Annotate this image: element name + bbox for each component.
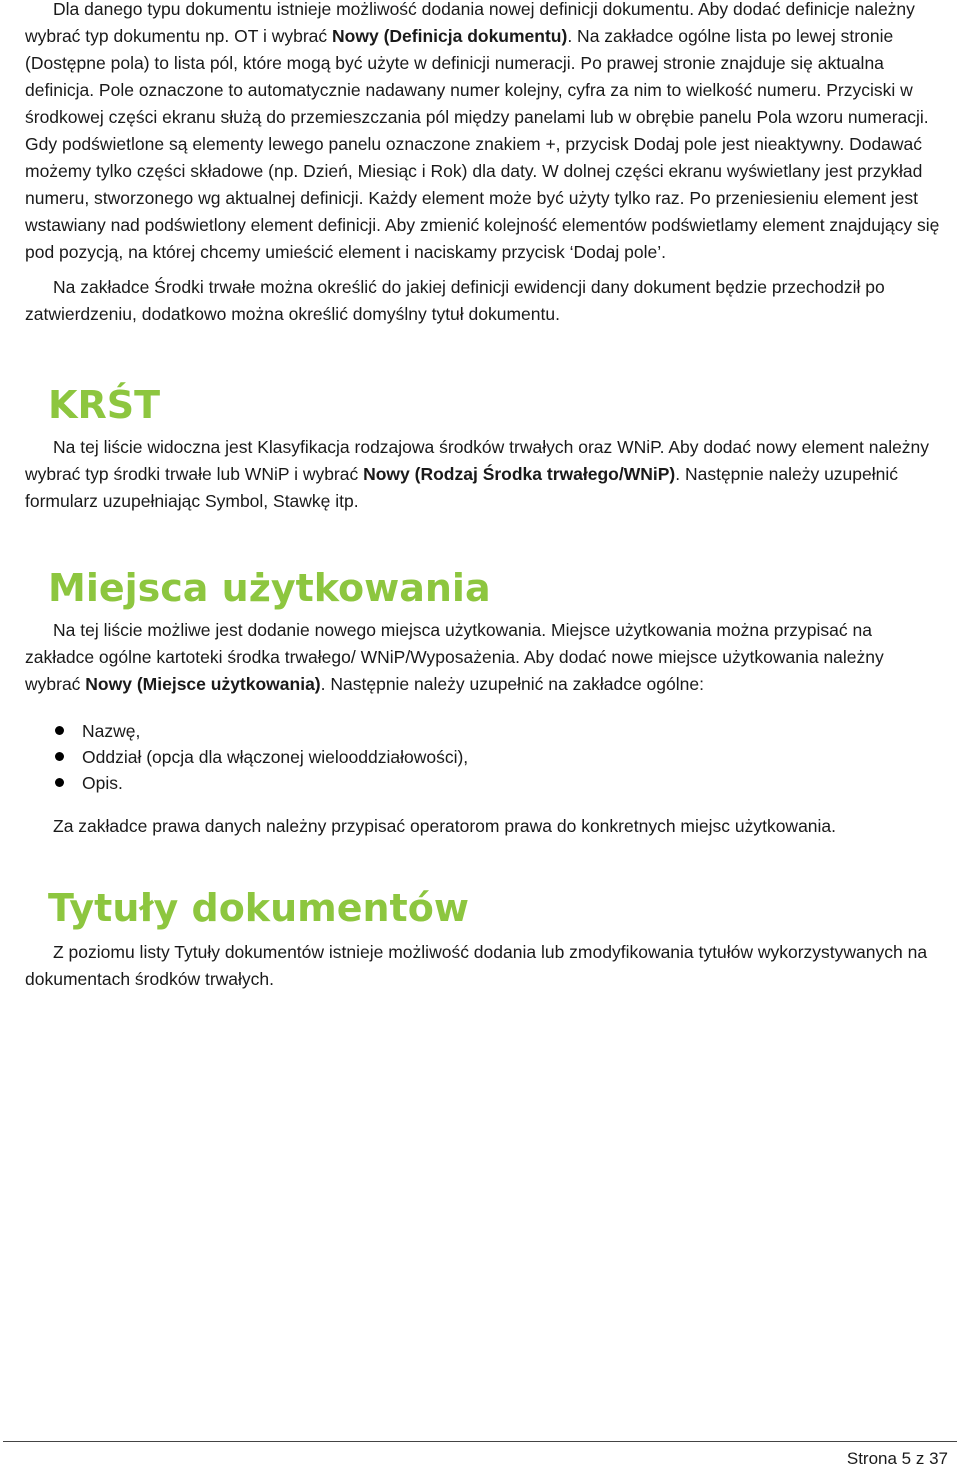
krst-bold-menu: Nowy (Rodzaj Środka trwałego/WNiP)	[363, 464, 676, 484]
section-heading-krst: KRŚT	[48, 383, 160, 427]
krst-text-b: . Następnie należy uzupełnić formularz uzupełniając Symbol, Stawkę itp.	[25, 464, 899, 511]
intro-text-a: Dla danego typu dokumentu istnieje możliwość dodania nowej definicji dokumentu. Aby dodać definicje należny wybrać typ dokumentu np. OT i wybrać	[25, 0, 915, 46]
intro-text-b: . Na zakładce ogólne lista po lewej stronie (Dostępne pola) to lista pól, które mogą być użyte w definicji numeracji. Po prawej stronie znajduje się aktualna definicja. Pole oznaczone to automatycznie nadawany numer kolejny, cyfra za nim to wielkość numeru. Przyciski w środkowej części ekranu służą do przemieszczania pól między panelami lub w obrębie panelu Pola wzoru numeracji. Gdy podświetlone są elementy lewego panelu oznaczone znakiem +, przycisk Dodaj pole jest nieaktywny. Dodawać możemy tylko części składowe (np. Dzień, Miesiąc i Rok) dla daty. W dolnej części ekranu wyświetlany jest przykład numeru, stworzonego wg aktualnej definicji. Każdy element może być użyty tylko raz. Po przeniesieniu element jest wstawiany nad podświetlony element definicji. Aby zmienić kolejność elementów podświetlamy element znajdujący się pod pozycją, na której chcemy umieścić element i naciskamy przycisk ‘Dodaj pole’.	[25, 26, 940, 262]
intro-paragraph	[25, 0, 943, 266]
intro-bold-menu: Nowy (Definicja dokumentu)	[332, 26, 568, 46]
miejsca-rights-paragraph: Za zakładce prawa danych należny przypisać operatorom prawa do konkretnych miejsc użytkowania.	[53, 816, 837, 836]
miejsca-text-b: . Następnie należy uzupełnić na zakładce ogólne:	[320, 674, 704, 694]
footer-divider	[3, 1441, 957, 1442]
miejsca-paragraph	[25, 617, 943, 698]
tytuly-paragraph: Z poziomu listy Tytuły dokumentów istnieje możliwość dodania lub zmodyfikowania tytułów wykorzystywanych na dokumentach środków trwałych.	[25, 942, 928, 989]
list-item: Nazwę,	[82, 718, 943, 744]
krst-paragraph	[25, 434, 943, 515]
page-number: Strona 5 z 37	[846, 1449, 948, 1468]
list-item: Oddział (opcja dla włączonej wielooddziałowości),	[82, 744, 943, 770]
miejsca-text-a: Na tej liście możliwe jest dodanie nowego miejsca użytkowania. Miejsce użytkowania można przypisać na zakładce ogólne kartoteki środka trwałego/ WNiP/Wyposażenia. Aby dodać nowe miejsce użytkowania należny wybrać	[25, 620, 884, 694]
section-heading-miejsca: Miejsca użytkowania	[48, 566, 491, 610]
list-item: Opis.	[82, 770, 943, 796]
section-heading-tytuly: Tytuły dokumentów	[48, 886, 469, 930]
document-body	[25, 0, 943, 993]
fixed-assets-paragraph: Na zakładce Środki trwałe można określić do jakiej definicji ewidencji dany dokument będzie przechodził po zatwierdzeniu, dodatkowo można określić domyślny tytuł dokumentu.	[25, 277, 885, 324]
krst-text-a: Na tej liście widoczna jest Klasyfikacja rodzajowa środków trwałych oraz WNiP. Aby dodać nowy element należny wybrać typ środki trwałe lub WNiP i wybrać	[25, 437, 930, 484]
miejsca-bold-menu: Nowy (Miejsce użytkowania)	[85, 674, 321, 694]
miejsca-bullet-list	[25, 718, 943, 796]
